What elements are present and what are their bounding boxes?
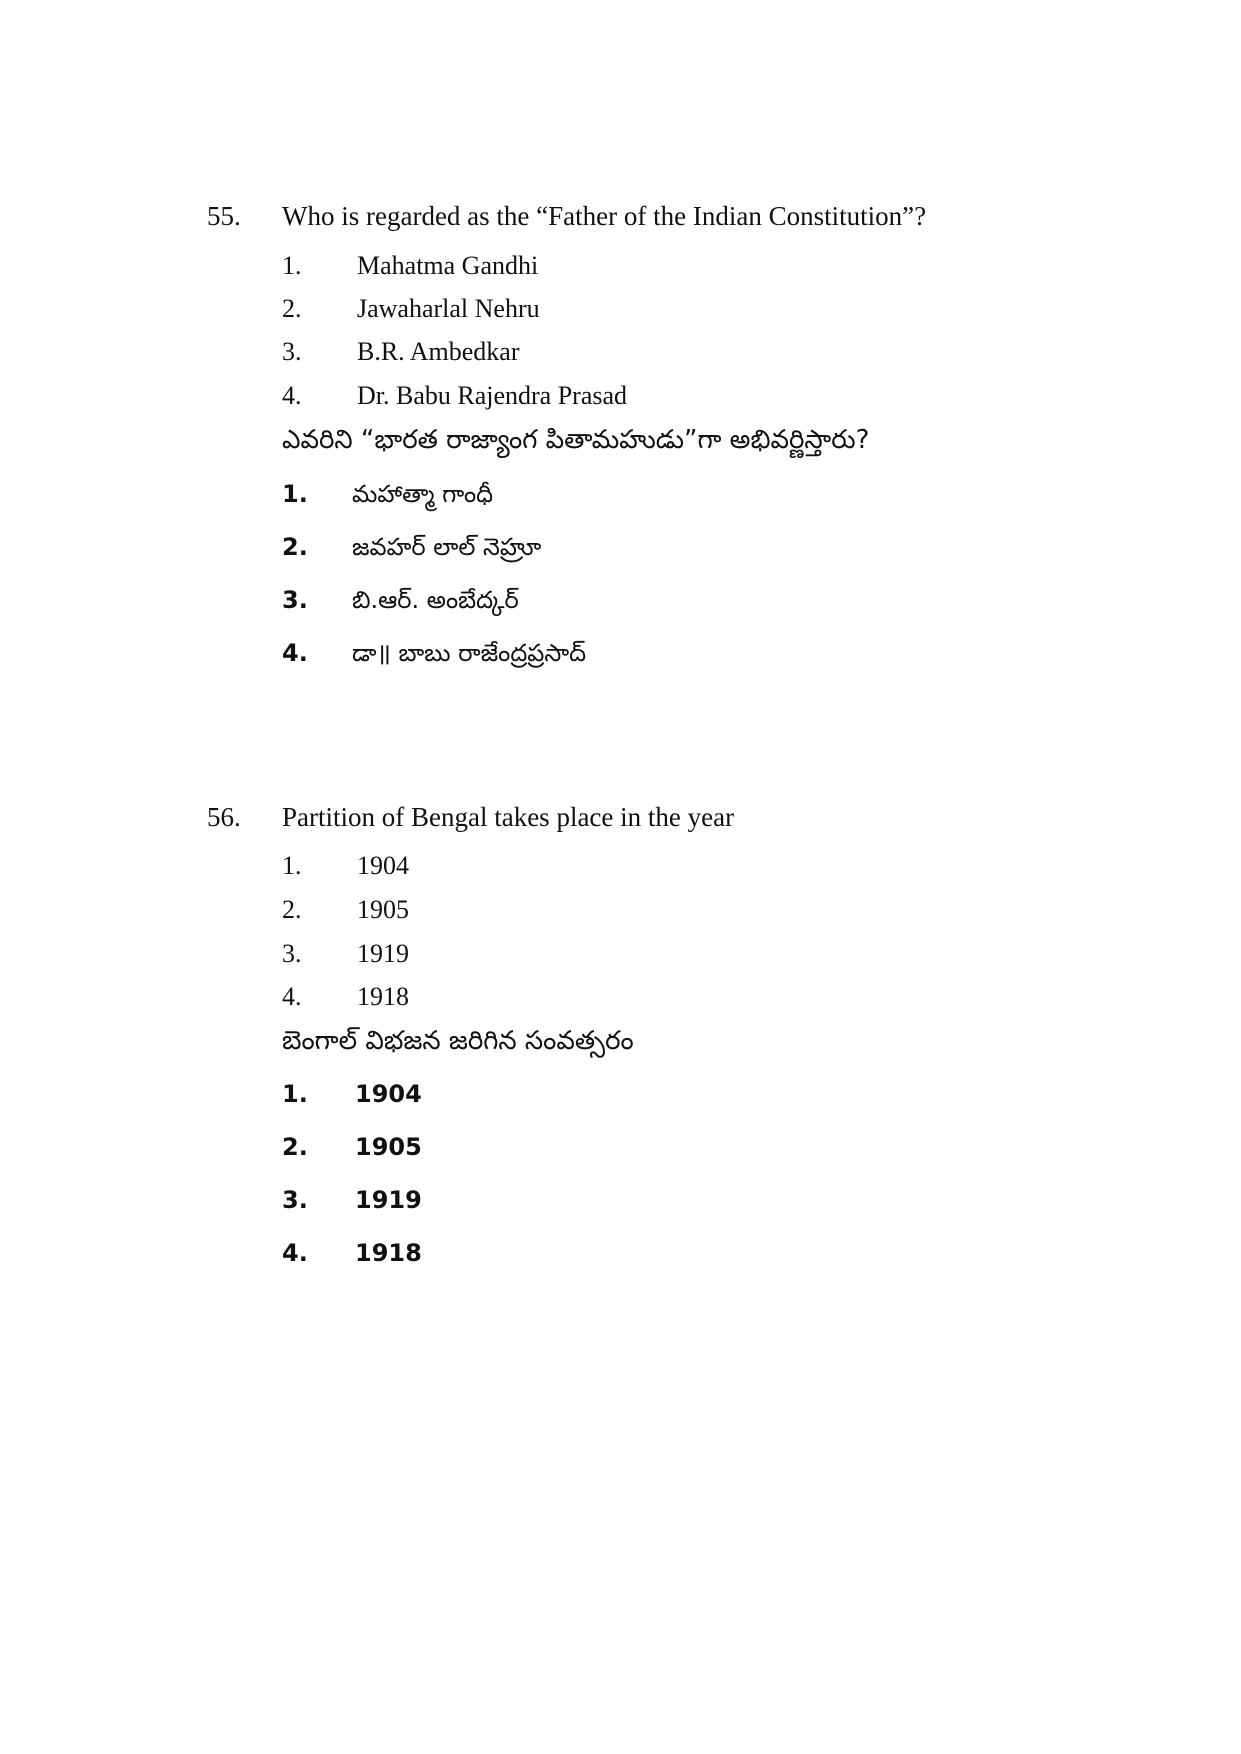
- option-text: Dr. Babu Rajendra Prasad: [357, 381, 628, 410]
- option-text: B.R. Ambedkar: [357, 337, 520, 366]
- telugu-option-text: బి.ఆర్. అంబేద్కర్: [352, 586, 519, 614]
- telugu-option-number: 2.: [282, 533, 308, 561]
- option-number: 2.: [282, 294, 302, 323]
- question-number: 55.: [207, 201, 241, 231]
- option-text: Mahatma Gandhi: [357, 251, 539, 280]
- option-text: 1904: [357, 851, 409, 880]
- telugu-option-number: 4.: [282, 639, 308, 667]
- telugu-option-text: 1904: [355, 1080, 422, 1108]
- telugu-option-number: 1.: [282, 1080, 308, 1108]
- telugu-option-text: జవహర్ లాల్ నెహ్రూ: [352, 533, 542, 561]
- telugu-question-text: బెంగాల్ విభజన జరిగిన సంవత్సరం: [282, 1026, 634, 1056]
- telugu-question-text: ఎవరిని “భారత రాజ్యాంగ పితామహుడు”గా అభివర్ణిస్తారు?: [282, 425, 870, 455]
- option-number: 2.: [282, 895, 302, 924]
- telugu-option-number: 3.: [282, 1186, 308, 1214]
- question-text: Partition of Bengal takes place in the year: [282, 802, 735, 832]
- option-number: 1.: [282, 851, 302, 880]
- option-text: Jawaharlal Nehru: [357, 294, 540, 323]
- telugu-option-text: 1905: [355, 1133, 422, 1161]
- question-text: Who is regarded as the “Father of the Indian Constitution”?: [282, 201, 927, 231]
- option-text: 1919: [357, 939, 409, 968]
- telugu-option-number: 3.: [282, 586, 308, 614]
- question-number: 56.: [207, 802, 241, 832]
- option-number: 4.: [282, 982, 302, 1011]
- telugu-option-number: 2.: [282, 1133, 308, 1161]
- telugu-option-text: మహాత్మా గాంధీ: [352, 480, 494, 508]
- telugu-option-text: డా॥ బాబు రాజేంద్రప్రసాద్: [352, 639, 587, 667]
- telugu-option-text: 1918: [355, 1239, 422, 1267]
- telugu-option-number: 4.: [282, 1239, 308, 1267]
- option-text: 1918: [357, 982, 409, 1011]
- option-number: 4.: [282, 381, 302, 410]
- option-number: 3.: [282, 939, 302, 968]
- telugu-option-text: 1919: [355, 1186, 422, 1214]
- telugu-option-number: 1.: [282, 480, 308, 508]
- option-text: 1905: [357, 895, 409, 924]
- option-number: 3.: [282, 337, 302, 366]
- option-number: 1.: [282, 251, 302, 280]
